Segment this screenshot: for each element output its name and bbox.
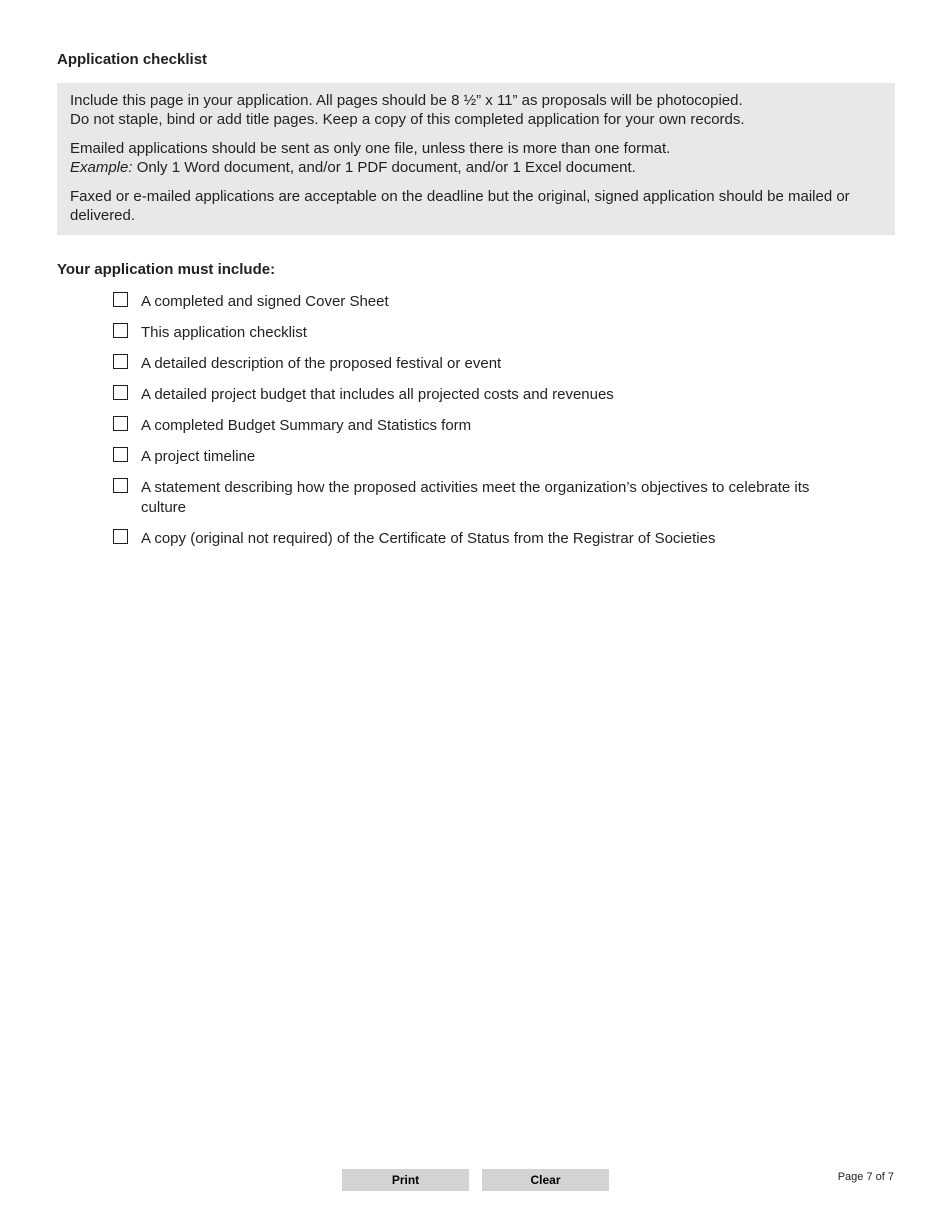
checkbox[interactable]	[113, 292, 128, 307]
instructions-paragraph	[70, 91, 882, 129]
checklist-item-label: A detailed description of the proposed festival or event	[141, 355, 502, 372]
instructions-line: Include this page in your application. All pages should be 8 ½” x 11” as proposals will be photocopied.	[70, 92, 743, 109]
example-label: Example:	[70, 159, 133, 176]
checklist-heading: Your application must include:	[57, 261, 276, 278]
checkbox[interactable]	[113, 385, 128, 400]
checkbox[interactable]	[113, 323, 128, 338]
checkbox[interactable]	[113, 354, 128, 369]
fax-instructions: Faxed or e-mailed applications are acceptable on the deadline but the original, signed application should be mailed or delivered.	[70, 188, 850, 224]
checklist-item-label: This application checklist	[141, 324, 307, 341]
checklist-item-budget	[113, 385, 833, 405]
example-text: Only 1 Word document, and/or 1 PDF document, and/or 1 Excel document.	[132, 159, 636, 176]
checklist-item-label: A completed Budget Summary and Statistics form	[141, 417, 472, 434]
checkbox[interactable]	[113, 416, 128, 431]
checklist-item-application-checklist	[113, 323, 833, 343]
checkbox[interactable]	[113, 478, 128, 493]
checklist-item-timeline	[113, 447, 833, 467]
email-paragraph	[70, 139, 882, 177]
clear-button[interactable]: Clear	[482, 1169, 609, 1191]
checkbox[interactable]	[113, 447, 128, 462]
checklist-item-description	[113, 354, 833, 374]
page-number: Page 7 of 7	[837, 1171, 894, 1183]
checkbox[interactable]	[113, 529, 128, 544]
checklist-item-label: A completed and signed Cover Sheet	[141, 293, 389, 310]
print-button[interactable]: Print	[342, 1169, 469, 1191]
checklist-item-cover-sheet	[113, 292, 833, 312]
fax-paragraph	[70, 187, 882, 225]
checklist-item-budget-summary	[113, 416, 833, 436]
email-instructions: Emailed applications should be sent as only one file, unless there is more than one format.	[70, 140, 671, 157]
checklist-item-statement	[113, 478, 833, 518]
page-title: Application checklist	[57, 51, 208, 68]
checklist-item-label: A detailed project budget that includes all projected costs and revenues	[141, 386, 614, 403]
checklist-item-label: A project timeline	[141, 448, 256, 465]
checklist-item-certificate	[113, 529, 833, 549]
checklist-item-label: A copy (original not required) of the Certificate of Status from the Registrar of Societies	[141, 530, 716, 547]
checklist	[113, 292, 833, 560]
instructions-line: Do not staple, bind or add title pages. Keep a copy of this completed application for your own records.	[70, 111, 745, 128]
form-actions	[342, 1169, 609, 1191]
checklist-item-label: A statement describing how the proposed activities meet the organization’s objectives to celebrate its culture	[141, 479, 810, 516]
instructions-box	[57, 83, 895, 235]
